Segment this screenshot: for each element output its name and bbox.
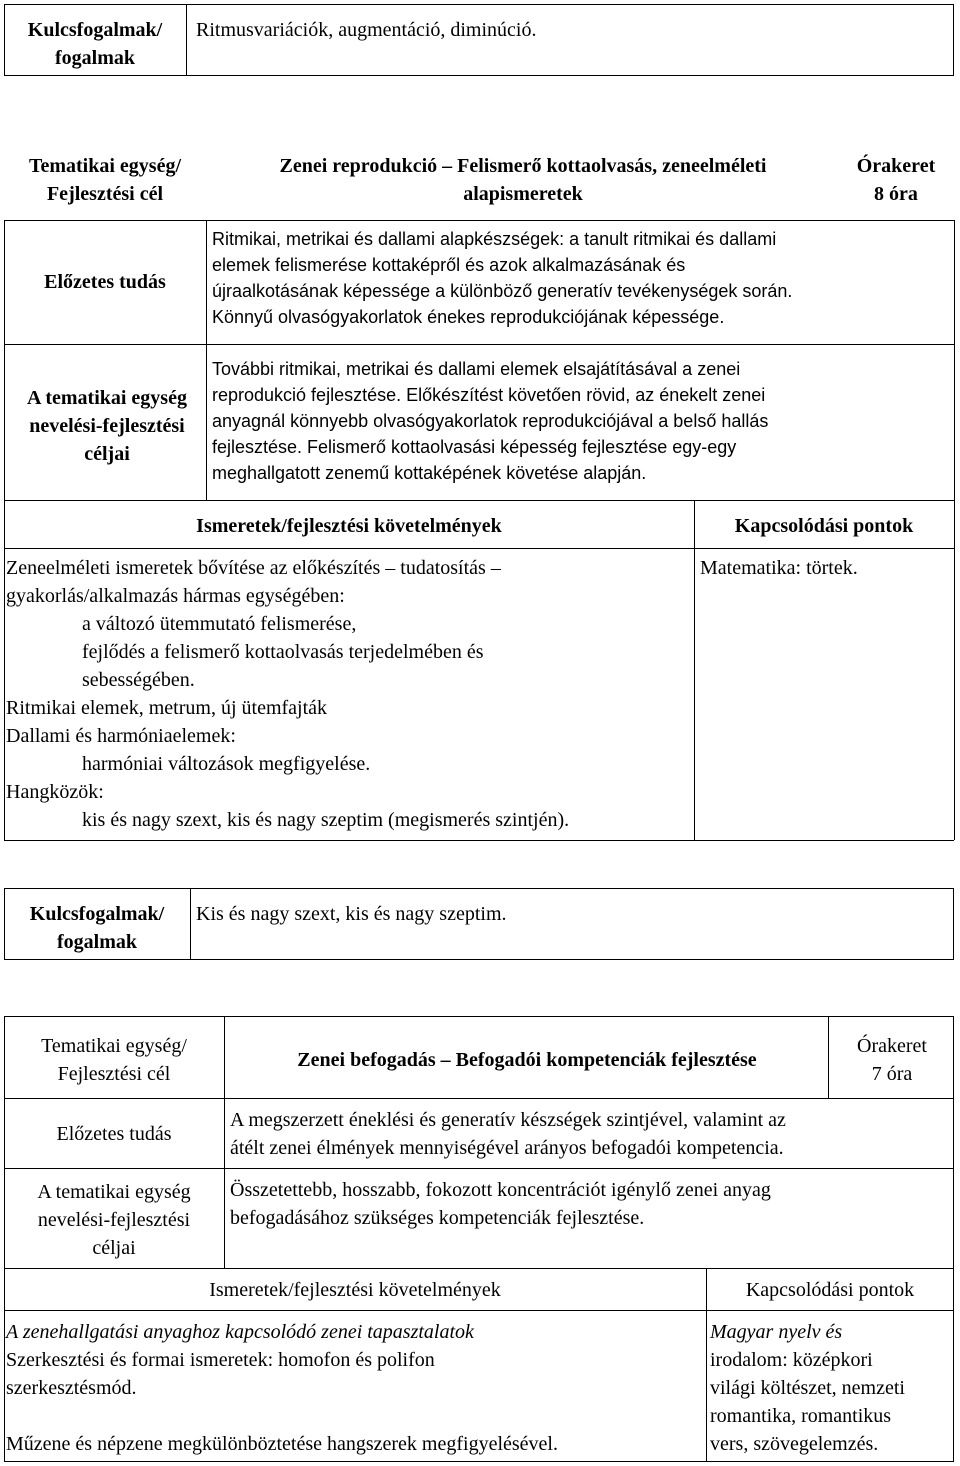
- connections-text: Magyar nyelv és irodalom: középkori világi költészet, nemzeti romantika, romantikus vers, szövegelemzés.: [710, 1321, 905, 1455]
- goals-label: A tematikai egység nevelési-fejlesztési céljai: [27, 387, 187, 465]
- col-line: [694, 500, 695, 840]
- row-line: [4, 1098, 954, 1099]
- goals-text: Összetettebb, hosszabb, fokozott koncentrációt igénylő zenei anyag befogadásához szükséges kompetenciák fejlesztése.: [230, 1179, 771, 1229]
- theme-label: Tematikai egység/ Fejlesztési cél: [28, 155, 182, 205]
- key-concepts-value: Kis és nagy szext, kis és nagy szeptim.: [196, 903, 507, 925]
- prior-knowledge-label: Előzetes tudás: [44, 271, 166, 293]
- col-line: [828, 1016, 829, 1098]
- prior-knowledge-label: Előzetes tudás: [56, 1123, 172, 1145]
- row-line: [4, 1168, 954, 1169]
- theme-label: Tematikai egység/ Fejlesztési cél: [41, 1035, 187, 1085]
- row-line: [4, 344, 954, 345]
- col-line: [954, 500, 955, 840]
- connections-header: Kapcsolódási pontok: [734, 515, 914, 537]
- col-line: [4, 500, 5, 840]
- row-line: [4, 548, 954, 549]
- requirements-header: Ismeretek/fejlesztési követelmények: [209, 1279, 501, 1301]
- row-line: [4, 220, 954, 221]
- hours-block: Órakeret 8 óra: [856, 155, 936, 205]
- row-line: [4, 1268, 954, 1269]
- key-concepts-label: Kulcsfogalmak/ fogalmak: [27, 19, 163, 69]
- row-line: [4, 1310, 954, 1311]
- col-line: [954, 220, 955, 500]
- prior-knowledge-text: A megszerzett éneklési és generatív készségek szintjével, valamint az átélt zenei élmények mennyiségével arányos befogadói kompetencia.: [230, 1109, 786, 1159]
- connections-text: Matematika: törtek.: [700, 557, 858, 579]
- goals-label: A tematikai egység nevelési-fejlesztési céljai: [37, 1181, 191, 1259]
- requirements-text: Zeneelméleti ismeretek bővítése az előkészítés – tudatosítás – gyakorlás/alkalmazás hármas egységében: a változó ütemmutató felismerése, fejlődés a felismerő kottaolvasás terjedelmében és sebességében. Ritmikai elemek, metrum, új ütemfajták Dallami és harmóniaelemek: harmóniai változások megfigyelése. Hangközök: kis és nagy szext, kis és nagy szeptim (megismerés szintjén).: [6, 557, 570, 831]
- key-concepts-divider: [190, 888, 191, 960]
- row-line: [4, 840, 954, 841]
- row-line: [4, 500, 954, 501]
- key-concepts-divider: [186, 4, 187, 76]
- key-concepts-value: Ritmusvariációk, augmentáció, diminúció.: [196, 19, 537, 41]
- theme-title: Zenei befogadás – Befogadói kompetenciák fejlesztése: [297, 1049, 757, 1071]
- key-concepts-label: Kulcsfogalmak/ fogalmak: [29, 903, 165, 953]
- requirements-header: Ismeretek/fejlesztési követelmények: [196, 515, 502, 537]
- hours-block: Órakeret 7 óra: [857, 1035, 927, 1085]
- goals-text: További ritmikai, metrikai és dallami elemek elsajátításával a zenei reprodukció fejlesztése. Előkészítést követően rövid, az énekelt zenei anyagnál könnyebb olvasógyakorlatok reprodukciójával a belső hallás fejlesztése. Felismerő kottaolvasási képesség fejlesztése egy-egy meghallgatott zenemű kottaképének követése alapján.: [212, 359, 769, 483]
- theme-title: Zenei reprodukció – Felismerő kottaolvasás, zeneelméleti alapismeretek: [279, 155, 767, 205]
- prior-knowledge-text: Ritmikai, metrikai és dallami alapkészségek: a tanult ritmikai és dallami elemek felismerése kottaképről és azok alkalmazásának és újraalkotásának képessége a különböző generatív tevékenységek során. Könnyű olvasógyakorlatok énekes reprodukciójának képessége.: [212, 229, 793, 327]
- connections-header: Kapcsolódási pontok: [745, 1279, 915, 1301]
- requirements-text: A zenehallgatási anyaghoz kapcsolódó zenei tapasztalatok Szerkesztési és formai ismeretek: homofon és polifon szerkesztésmód. Műzene és népzene megkülönböztetése hangszerek megfigyelésével.: [6, 1321, 558, 1455]
